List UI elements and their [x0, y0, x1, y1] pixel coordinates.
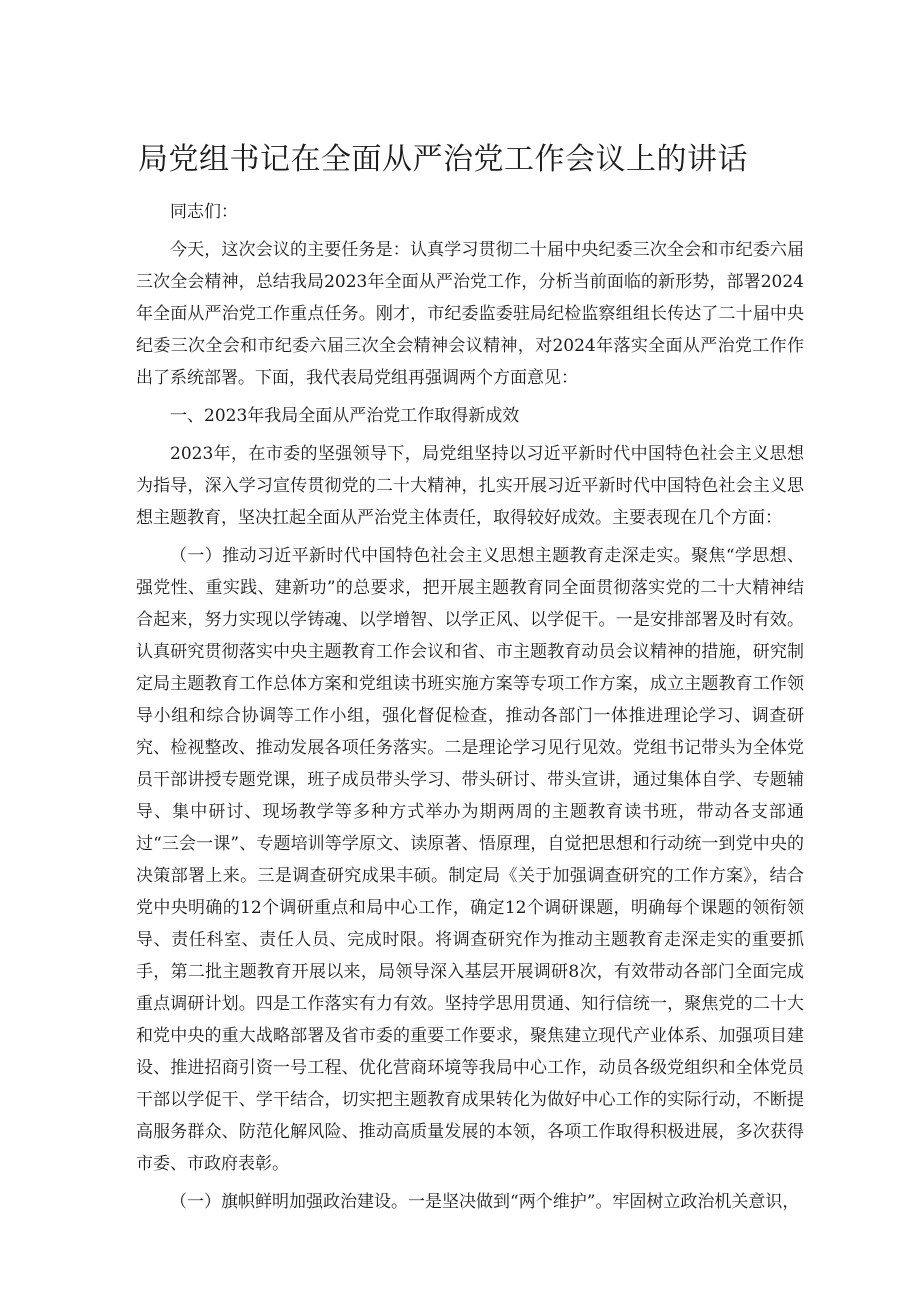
item1-paragraph: （一）推动习近平新时代中国特色社会主义思想主题教育走深走实。聚焦“学思想、强党性、重实践、建新功”的总要求，把开展主题教育同全面贯彻落实党的二十大精神结合起来，努力实现以学铸魂、以学增智、以学正风、以学促干。一是安排部署及时有效。认真研究贯彻落实中央主题教育工作会议和省、市主题教育动员会议精神的措施，研究制定局主题教育工作总体方案和党组读书班实施方案等专项工作方案，成立主题教育工作领导小组和综合协调等工作小组，强化督促检查，推动各部门一体推进理论学习、调查研究、检视整改、推动发展各项任务落实。二是理论学习见行见效。党组书记带头为全体党员干部讲授专题党课，班子成员带头学习、带头研讨、带头宣讲，通过集体自学、专题辅导、集中研讨、现场教学等多种方式举办为期两周的主题教育读书班，带动各支部通过“三会一课”、专题培训等学原文、读原著、悟原理，自觉把思想和行动统一到党中央的决策部署上来。三是调查研究成果丰硕。制定局《关于加强调查研究的工作方案》，结合党中央明确的12个调研重点和局中心工作，确定12个调研课题，明确每个课题的领衔领导、责任科室、责任人员、完成时限。将调查研究作为推动主题教育走深走实的重要抓手，第二批主题教育开展以来，局领导深入基层开展调研8次，有效带动各部门全面完成重点调研计划。四是工作落实有力有效。坚持学思用贯通、知行信统一，聚焦党的二十大和党中央的重大战略部署及省市委的重要工作要求，聚焦建立现代产业体系、加强项目建设、推进招商引资一号工程、优化营商环境等我局中心工作，动员各级党组织和全体党员干部以学促干、学干结合，切实把主题教育成果转化为做好中心工作的实际行动，不断提高服务群众、防范化解风险、推动高质量发展的本领，各项工作取得积极进展，多次获得市委、市政府表彰。 — [136, 546, 804, 1174]
item2-paragraph: （一）旗帜鲜明加强政治建设。一是坚决做到“两个维护”。牢固树立政治机关意识， — [170, 1192, 800, 1212]
document-body — [136, 196, 804, 1218]
document-title: 局党组书记在全面从严治党工作会议上的讲话 — [138, 142, 748, 177]
intro-paragraph: 今天，这次会议的主要任务是：认真学习贯彻二十届中央纪委三次全会和市纪委六届三次全会精神，总结我局2023年全面从严治党工作，分析当前面临的新形势，部署2024年全面从严治党工作重点任务。刚才，市纪委监委驻局纪检监察组组长传达了二十届中央纪委三次全会和市纪委六届三次全会精神会议精神，对2024年落实全面从严治党工作作出了系统部署。下面，我代表局党组再强调两个方面意见： — [136, 240, 804, 388]
section-heading-1: 一、2023年我局全面从严治党工作取得新成效 — [170, 406, 520, 426]
salutation: 同志们： — [170, 202, 238, 222]
section1-intro-paragraph: 2023年，在市委的坚强领导下，局党组坚持以习近平新时代中国特色社会主义思想为指导，深入学习宣传贯彻党的二十大精神，扎实开展习近平新时代中国特色社会主义思想主题教育，坚决扛起全面从严治党主体责任，取得较好成效。主要表现在几个方面： — [136, 444, 804, 528]
